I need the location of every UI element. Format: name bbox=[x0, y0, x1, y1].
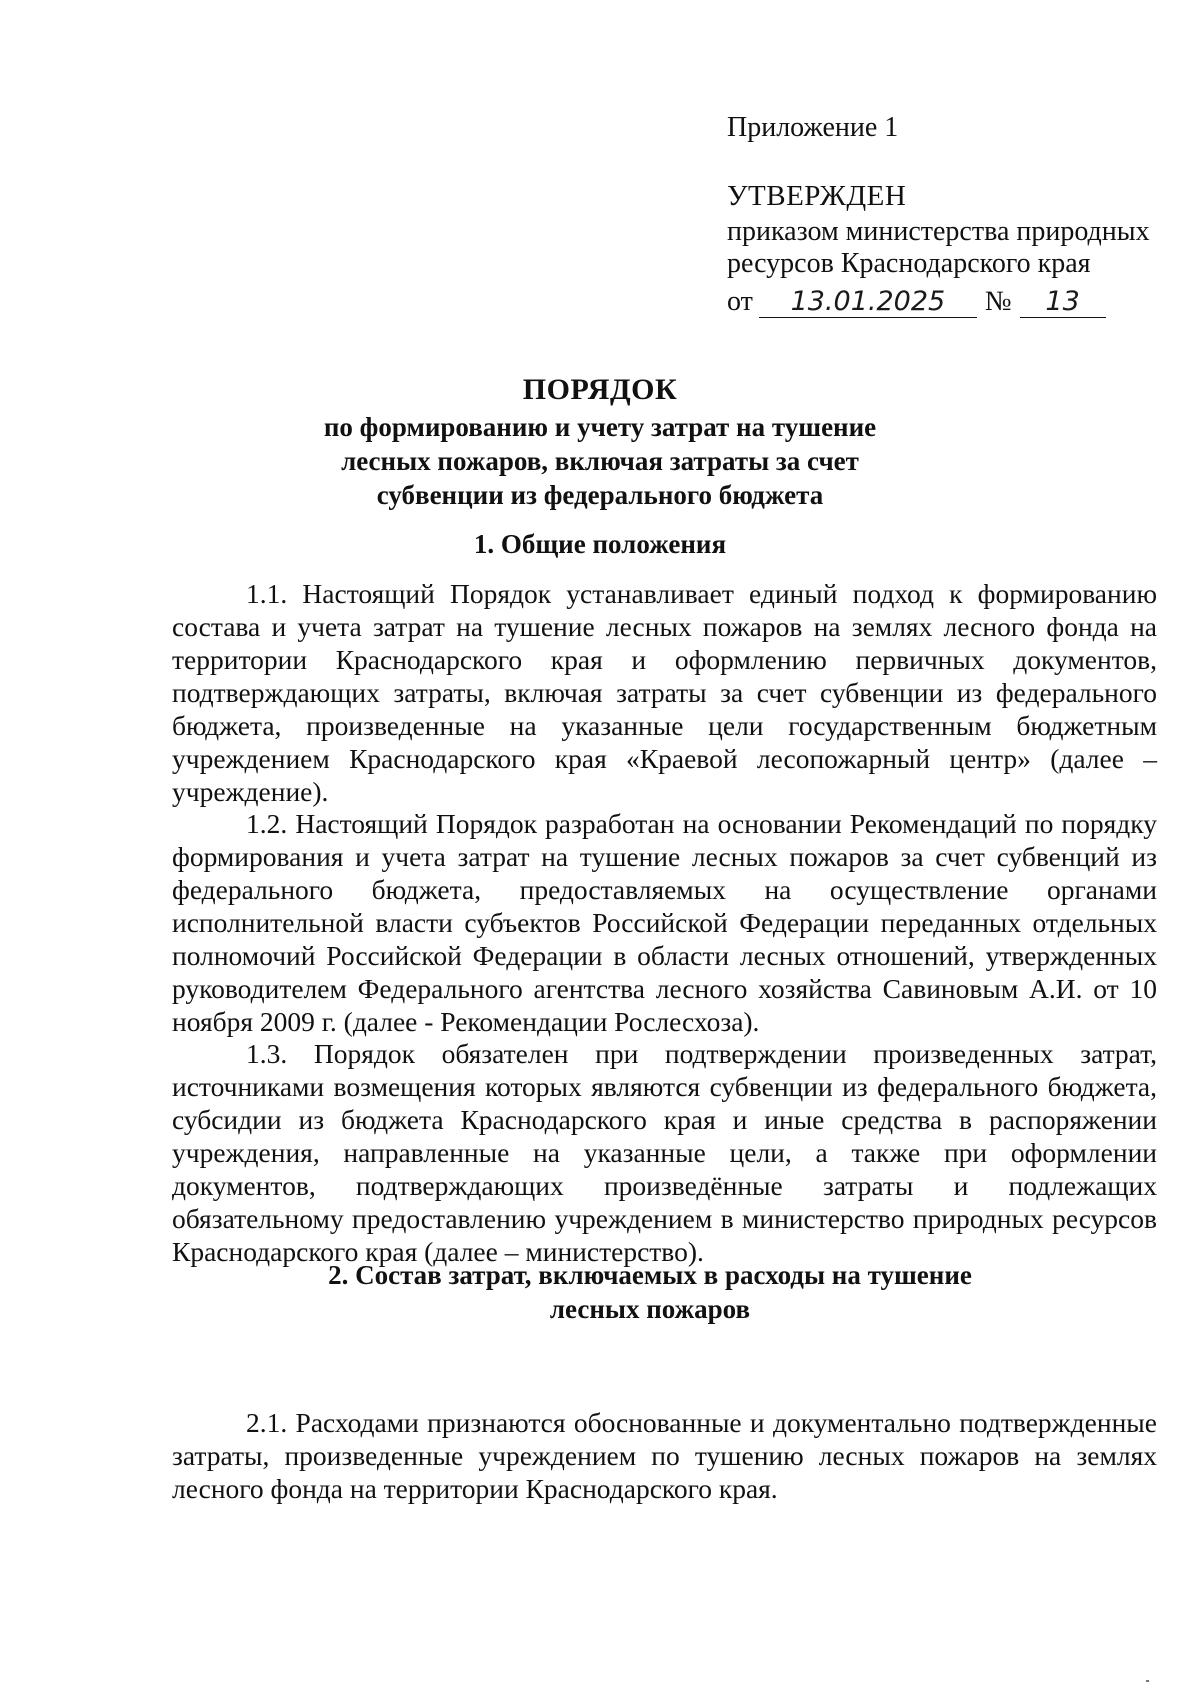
title-line-1: по формированию и учету затрат на тушение bbox=[323, 412, 877, 442]
title-line-3: субвенции из федерального бюджета bbox=[376, 480, 824, 510]
section-1-heading: 1. Общие положения bbox=[473, 529, 727, 559]
paragraph-1-1: 1.1. Настоящий Порядок устанавливает единый подход к формированию состава и учета затрат на тушение лесных пожаров на землях лесного фонда на территории Краснодарского края и оформлению первичных документов, подтверждающих затраты, включая затраты за счет субвенции из федерального бюджета, произведенные на указанные цели государственным бюджетным учреждением Краснодарского края «Краевой лесопожарный центр» (далее – учреждение). bbox=[172, 578, 1157, 807]
order-line-1: приказом министерства природных bbox=[727, 216, 1150, 247]
section-2-heading bbox=[270, 1258, 1030, 1326]
paragraph-1-2: 1.2. Настоящий Порядок разработан на основании Рекомендаций по порядку формирования и учета затрат на тушение лесных пожаров за счет субвенций из федерального бюджета, предоставляемых на осуществление органами исполнительной власти субъектов Российской Федерации переданных отдельных полномочий Российской Федерации в области лесных отношений, утвержденных руководителем Федерального агентства лесного хозяйства Савиновым А.И. от 10 ноября 2009 г. (далее - Рекомендации Рослесхоза). bbox=[172, 808, 1157, 1037]
handwritten-date: 13.01.2025 bbox=[759, 287, 977, 318]
paragraph-1-3: 1.3. Порядок обязателен при подтверждении произведенных затрат, источниками возмещения которых являются субвенции из федерального бюджета, субсидии из бюджета Краснодарского края и иные средства в распоряжении учреждения, направленные на указанные цели, а также при оформлении документов, подтверждающих произведённые затраты и подлежащих обязательному предоставлению учреждением в министерство природных ресурсов Краснодарского края (далее – министерство). bbox=[172, 1038, 1157, 1267]
title-main: ПОРЯДОК bbox=[522, 373, 678, 406]
appendix-label: Приложение 1 bbox=[727, 112, 899, 143]
handwritten-number: 13 bbox=[1020, 287, 1106, 318]
approved-label: УТВЕРЖДЕН bbox=[727, 180, 907, 212]
document-title bbox=[160, 372, 1040, 512]
approval-header bbox=[727, 112, 1167, 318]
section-2-heading-line-1: 2. Состав затрат, включаемых в расходы на тушение bbox=[328, 1260, 972, 1290]
scan-artifact bbox=[1146, 1680, 1149, 1682]
section-2-heading-line-2: лесных пожаров bbox=[549, 1294, 751, 1324]
paragraph-2-1: 2.1. Расходами признаются обоснованные и документально подтвержденные затраты, произведенные учреждением по тушению лесных пожаров на землях лесного фонда на территории Краснодарского края. bbox=[172, 1407, 1157, 1504]
order-line-2: ресурсов Краснодарского края bbox=[727, 248, 1091, 279]
date-number-line bbox=[727, 286, 1167, 318]
date-prefix: от bbox=[727, 286, 753, 317]
number-label: № bbox=[984, 286, 1012, 317]
title-line-2: лесных пожаров, включая затраты за счет bbox=[341, 446, 859, 476]
